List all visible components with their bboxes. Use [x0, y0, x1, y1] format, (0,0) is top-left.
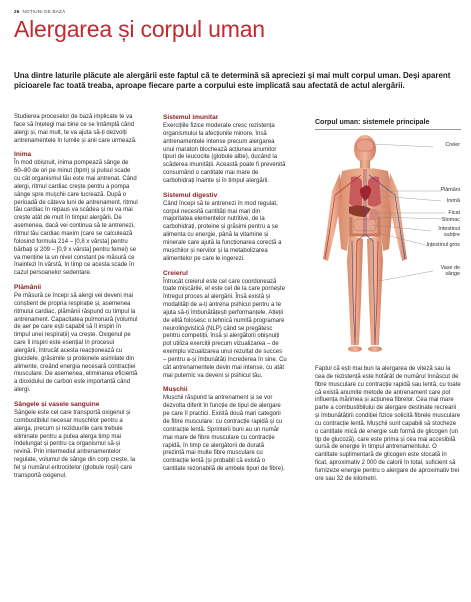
- lead-paragraph: Una dintre laturile plăcute ale alergării este faptul că te determină să apreciezi și mai mult corpul uman. Deși aparent picioarele fac toată treaba, aproape fiecare parte a corpului este implicată sau afectată de actul alergării.: [14, 71, 451, 91]
- page-header: [14, 9, 65, 14]
- column-3-text: Faptul că ești mai bun la alergarea de viteză sau la cea de rezistență este hotărât de numărul înnăscut de fibre musculare cu contracție rapidă sau lentă, cu toate că există anumite metode de antrenament care pot influența mărimea și acțiunea fibrelor. Cea mai mare parte a combustibilului de alergare destinate recrearii și îmbunătățirii condiției fizice solicită fibrele musculare cu contracție lentă. Mușchii sunt capabili să stocheze o cantitate mică de energie sub formă de glicogen (un tip de glucoză), care este prima și cea mai accesibilă sursă de energie în timpul antrenamentului. O cantitate suplimentară de glicogen este stocată în ficat, aproximativ 2 000 de calorii în total, suficient să furnizeze energie pentru o alergare de aproximativ trei ore sau 32 de kilometri.: [315, 366, 461, 482]
- heading-blood: Sângele și vasele sanguine: [14, 401, 100, 408]
- label-stomach: Stomac: [441, 217, 460, 223]
- body-silhouette: [323, 135, 407, 352]
- small-intestine-organ: [354, 219, 376, 231]
- figure-title: Corpul uman: sistemele principale: [315, 119, 430, 126]
- blood-text: Sângele este cel care transportă oxigenul și combustibilul necesar mușchilor pentru a alerga, precum și reziduurile care trebuie eliminate pentru a putea alerga timp mai îndelungat și pentru ca organismul să-și revină. Prin intermediul antrenamentelor regulate, volumul de sânge din corp crește, la fel și numărul eritrocitelor (globule roșii) care transportă oxigenul.: [14, 410, 136, 479]
- immune-text: Exercițiile fizice moderate cresc rezistența organismului la afecțiunile minore, însă antrenamentele intense precum alergarea unui maraton blochează acțiunea anumitor tipuri de leucocite (globule albe), ducând la scăderea imunității. Această poate fi prevenită consumând o cantitate mai mare de carbohidrați înainte și în timpul alergării.: [163, 123, 286, 184]
- heading-brain: Creierul: [163, 269, 188, 277]
- label-veins: Vase de sânge: [440, 265, 460, 277]
- figure-divider: [315, 129, 461, 130]
- brain-text: Întrucât creierul este cel care coordonează toate mișcările, el este cel de la care pornește întregul proces al alergării. Însă există și modalități de a-ți antrena psihicul pentru a te ajuta să-ți îmbunătățești performanțele. Atleții de elită folosesc o tehnică numită programare neurolingvistică (NLP) când se pregătesc pentru competiții, însă și alergătorii obișnuiți pot utiliza exerciții precum vizualizarea – de exemplu vizualizarea unui rezultat de succes – pentru a-și îmbunătăți încrederea în sine. Cu cât antrenamentele devin mai intense, cu atât mai puternic va deveni și psihicul tău.: [163, 278, 287, 379]
- heading-lungs: Plămânii: [14, 284, 42, 292]
- intro-text: Studierea proceselor de bază implicate te va face să înțelegi mai bine ce se întâmplă când alergi și, mai mult, te va ajuta să-ți dezvolți antrenamentele în lumile și anii care urmează.: [14, 114, 137, 144]
- lungs-text: Pe măsură ce începi să alergi vei deveni mai conștient de propria respirație și, asemenea ritmului cardiac, plămânii răspund cu timpul la antrenament. Capacitatea pulmonară (volumul de aer pe care ești capabil să îl inspiri în timpul unei respirații) va crește. Oxigenul pe care îl inspiri este esențial în procesul alergării, întrucât acesta reacționează cu glucidele, grăsimile și proteinele asimilate din alimente, creând energia necesară contracției musculare. De asemenea, eliminarea eficientă a dioxidului de carbon este importantă când alergi.: [14, 293, 138, 394]
- label-brain: Creier: [445, 142, 460, 148]
- column-3: [315, 366, 461, 484]
- section-name: NOȚIUNI DE BAZĂ: [22, 9, 66, 14]
- label-lungs: Plămâni: [440, 187, 460, 193]
- heart-text: În mod obișnuit, inima pompează sânge de 60–80 de ori pe minut (bpm) și pulsul scade cu cât organismul tău este mai antrenat. Când alergi, ritmul cardiac crește pentru a pompa sânge spre mușchii care lucrează. După o perioadă de câteva luni de antrenament, ritmul tău cardiac în repaus va scădea și nu va mai crește atât de mult în timpul alergării. De asemenea, dacă vei continua să te antrenezi, ritmul tău cardiac maxim (care se calculează folosind formula 214 – [0,8 x vârsta] pentru bărbați și 209 – [0,9 x vârsta] pentru femei) se va menține la un nivel constant pe măsură ce înaintezi în vârstă, în timp ce acesta scade în cazul persoanelor sedentare.: [14, 160, 138, 277]
- column-1: [14, 114, 138, 481]
- label-heart: Inimă: [446, 198, 460, 204]
- heading-heart: Inima: [14, 151, 32, 159]
- column-2: [163, 114, 287, 474]
- page-title: Alergarea și corpul uman: [14, 16, 265, 42]
- label-liver: Ficat: [448, 210, 460, 216]
- heading-immune: Sistemul imunitar: [163, 114, 219, 121]
- digestive-text: Când începi să te antrenezi în mod regulat, corpul necesită cantități mai mari din majoritatea elementelor nutritive, de la carbohidrați, proteine și grăsimi pentru a se alimenta cu energie, până la vitamine și minerale care ajută la funcționarea corectă a mușchilor și nervilor și la metabolizarea alimentelor pe care le ingerezi.: [163, 200, 282, 262]
- heading-muscles: Mușchii: [163, 386, 188, 394]
- muscles-text: Mușchii răspund la antrenament și se vor dezvolta diferit în funcție de tipul de alergare pe care îl practici. Există două mari categorii de fibre musculare: cu contracție rapidă și cu contracție lentă. Sprinterii buni au un număr mai mare de fibre musculare cu contracție rapidă, în timp ce alergătorii de durată prezintă mai multe fibre musculare cu contracție lentă (și probabil că există o cantitate rezonabilă de ambele tipuri de fibre).: [163, 395, 285, 473]
- label-large-intestine: Intestinul gros: [426, 242, 460, 248]
- label-small-intestine: Intestinul subțire: [438, 226, 460, 238]
- page-number: 26: [14, 9, 20, 14]
- heading-digestive: Sistemul digestiv: [163, 191, 218, 199]
